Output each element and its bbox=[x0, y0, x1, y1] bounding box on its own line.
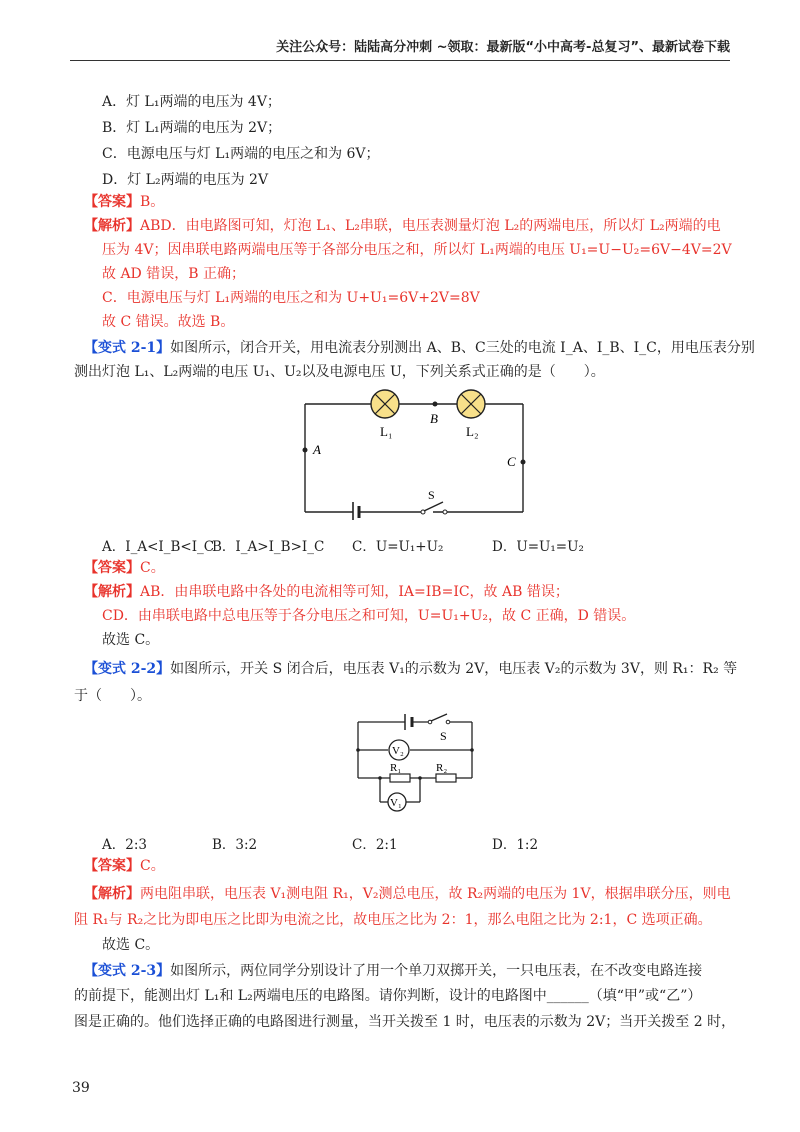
v21-analysis-line3: 故选 C。 bbox=[102, 632, 160, 648]
q1-analysis-line2: 压为 4V；因串联电路两端电压等于各部分电压之和，所以灯 L₁两端的电压 U₁=U−U₂=6V−4V=2V bbox=[102, 242, 732, 258]
node-b-dot bbox=[433, 402, 438, 407]
voltmeter-circuit-diagram bbox=[350, 710, 480, 820]
v22-stem-line1 bbox=[84, 659, 737, 679]
v21-option-b: B．I_A>I_B>I_C bbox=[212, 539, 325, 555]
resistor-r2-icon bbox=[436, 774, 456, 782]
v22-analysis-line1 bbox=[84, 884, 731, 904]
variant-tag: 【变式 2-2】 bbox=[84, 661, 171, 677]
junction-dot bbox=[470, 748, 474, 752]
analysis-tag: 【解析】 bbox=[84, 584, 140, 600]
v22-analysis-line2: 阻 R₁与 R₂之比为即电压之比即为电流之比，故电压之比为 2：1，那么电阻之比为 2:1，C 选项正确。 bbox=[74, 912, 712, 928]
analysis-text: 两电阻串联，电压表 V₁测电阻 R₁，V₂测总电压，故 R₂两端的电压为 1V，根据串联分压，则电 bbox=[140, 886, 731, 902]
q1-analysis-line5: 故 C 错误。故选 B。 bbox=[102, 314, 235, 330]
answer-text: C。 bbox=[140, 858, 165, 874]
v21-option-a: A．I_A<I_B<I_C bbox=[102, 539, 215, 555]
resistor-r1-icon bbox=[390, 774, 410, 782]
stem-text: 如图所示，开关 S 闭合后，电压表 V₁的示数为 2V，电压表 V₂的示数为 3V，则 R₁：R₂ 等 bbox=[170, 661, 738, 677]
series-circuit-diagram bbox=[295, 386, 535, 520]
label-s: S bbox=[428, 488, 435, 502]
junction-dot bbox=[356, 748, 360, 752]
v21-analysis-line1 bbox=[84, 582, 569, 602]
q1-option-b: B．灯 L₁两端的电压为 2V； bbox=[102, 120, 282, 136]
battery-icon bbox=[353, 502, 359, 520]
v23-stem-line2: 的前提下，能测出灯 L₁和 L₂两端电压的电路图。请你判断，设计的电路图中______（填“甲”或“乙”） bbox=[74, 988, 702, 1004]
v22-stem-line2: 于（ ）。 bbox=[74, 688, 151, 704]
label-a: A bbox=[313, 442, 321, 457]
node-c-dot bbox=[521, 460, 526, 465]
q1-analysis-line1 bbox=[84, 216, 721, 236]
analysis-tag: 【解析】 bbox=[84, 218, 140, 234]
battery-icon bbox=[405, 714, 412, 730]
answer-text: B。 bbox=[140, 194, 165, 210]
page-number: 39 bbox=[72, 1080, 90, 1096]
label-c: C bbox=[507, 454, 516, 469]
q1-analysis-line3: 故 AD 错误，B 正确； bbox=[102, 266, 245, 282]
v21-option-d: D．U=U₁=U₂ bbox=[492, 539, 584, 555]
answer-tag: 【答案】 bbox=[84, 560, 140, 576]
junction-dot bbox=[418, 776, 422, 780]
v21-analysis-line2: CD．由串联电路中总电压等于各分电压之和可知，U=U₁+U₂，故 C 正确，D 错误。 bbox=[102, 608, 636, 624]
q1-option-c: C．电源电压与灯 L₁两端的电压之和为 6V； bbox=[102, 146, 380, 162]
label-r1: R₁ bbox=[390, 762, 402, 774]
q1-option-a: A．灯 L₁两端的电压为 4V； bbox=[102, 94, 281, 110]
analysis-text: ABD．由电路图可知，灯泡 L₁、L₂串联，电压表测量灯泡 L₂的两端电压，所以灯 L₂两端的电 bbox=[140, 218, 721, 234]
v23-stem-line3: 图是正确的。他们选择正确的电路图进行测量，当开关拨至 1 时，电压表的示数为 2V；当开关拨至 2 时， bbox=[74, 1014, 736, 1030]
v22-option-a: A．2:3 bbox=[102, 837, 147, 853]
analysis-tag: 【解析】 bbox=[84, 886, 140, 902]
q1-option-d: D．灯 L₂两端的电压为 2V bbox=[102, 172, 269, 188]
page-header: 关注公众号：陆陆高分冲刺 ~领取：最新版“小中高考-总复习”、最新试卷下载 bbox=[276, 40, 730, 55]
label-l1: L₁ bbox=[380, 424, 393, 439]
q1-answer bbox=[84, 192, 164, 212]
v21-option-c: C．U=U₁+U₂ bbox=[352, 539, 444, 555]
junction-dot bbox=[378, 776, 382, 780]
v22-option-b: B．3:2 bbox=[212, 837, 258, 853]
variant-tag: 【变式 2-1】 bbox=[84, 340, 171, 356]
v21-answer bbox=[84, 558, 165, 578]
stem-text: 如图所示，两位同学分别设计了用一个单刀双掷开关，一只电压表，在不改变电路连接 bbox=[170, 963, 703, 979]
label-s: S bbox=[440, 729, 447, 743]
lamp-l2-icon bbox=[457, 390, 485, 418]
node-a-dot bbox=[303, 448, 308, 453]
label-v1: V₁ bbox=[390, 797, 402, 809]
q1-analysis-line4: C．电源电压与灯 L₁两端的电压之和为 U+U₁=6V+2V=8V bbox=[102, 290, 480, 306]
answer-tag: 【答案】 bbox=[84, 858, 140, 874]
switch-icon bbox=[428, 714, 450, 724]
v22-answer bbox=[84, 856, 165, 876]
v21-stem-line1 bbox=[84, 338, 755, 358]
lamp-l1-icon bbox=[371, 390, 399, 418]
v22-option-d: D．1:2 bbox=[492, 837, 539, 853]
label-v2: V₂ bbox=[392, 745, 404, 757]
label-r2: R₂ bbox=[436, 762, 448, 774]
v22-option-c: C．2:1 bbox=[352, 837, 398, 853]
analysis-text: AB．由串联电路中各处的电流相等可知，IA=IB=IC，故 AB 错误； bbox=[140, 584, 569, 600]
answer-text: C。 bbox=[140, 560, 165, 576]
v23-stem-line1 bbox=[84, 961, 702, 981]
stem-text: 如图所示，闭合开关，用电流表分别测出 A、B、C三处的电流 I_A、I_B、I_C，用电压表分别 bbox=[170, 340, 755, 356]
v21-stem-line2: 测出灯泡 L₁、L₂两端的电压 U₁、U₂以及电源电压 U，下列关系式正确的是（ ）。 bbox=[74, 364, 605, 380]
answer-tag: 【答案】 bbox=[84, 194, 140, 210]
label-l2: L₂ bbox=[466, 424, 479, 439]
v22-analysis-line3: 故选 C。 bbox=[102, 937, 160, 953]
label-b: B bbox=[430, 411, 438, 426]
variant-tag: 【变式 2-3】 bbox=[84, 963, 171, 979]
header-divider bbox=[70, 60, 730, 61]
